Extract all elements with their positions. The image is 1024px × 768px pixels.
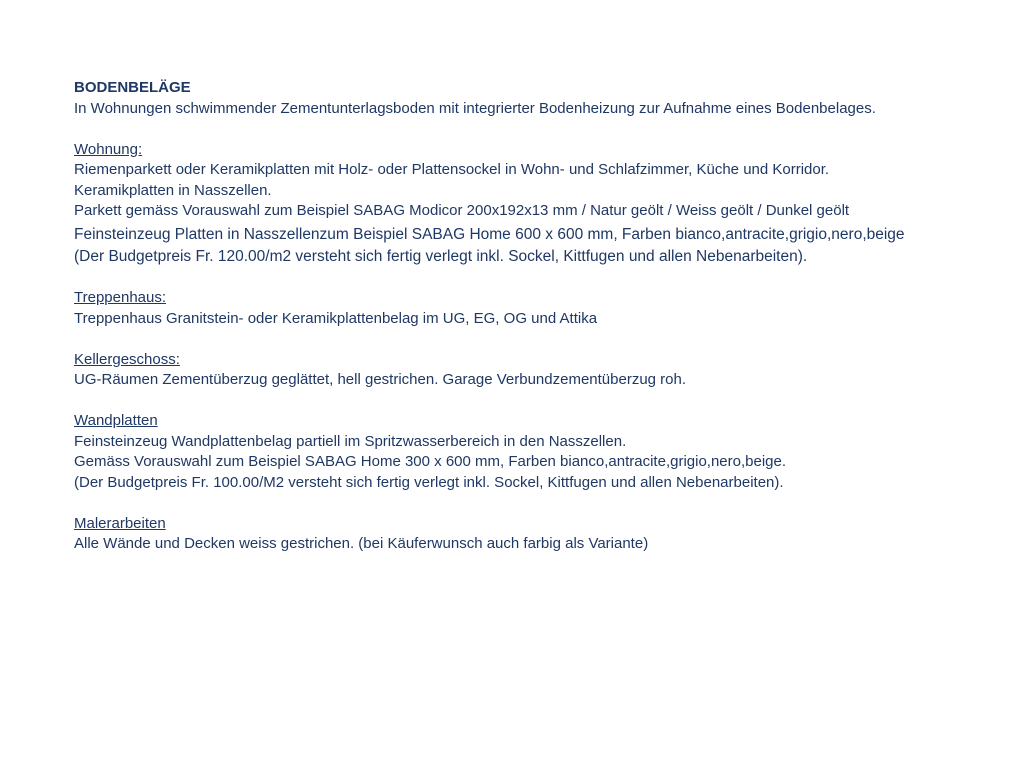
section-heading-kellergeschoss: Kellergeschoss: [74, 350, 180, 368]
wandplatten-line: Gemäss Vorauswahl zum Beispiel SABAG Home 300 x 600 mm, Farben bianco,antracite,grigio,nero,beige. [74, 453, 787, 470]
spacer [74, 268, 994, 289]
kellergeschoss-line: UG-Räumen Zementüberzug geglättet, hell gestrichen. Garage Verbundzementüberzug roh. [74, 371, 687, 388]
document-body [74, 78, 994, 555]
wohnung-line: Feinsteinzeug Platten in Nasszellenzum Beispiel SABAG Home 600 x 600 mm, Farben bianco,antracite,grigio,nero,beige [74, 225, 905, 243]
spacer [74, 119, 994, 140]
section-heading-wohnung: Wohnung: [74, 140, 143, 158]
section-heading-malerarbeiten: Malerarbeiten [74, 514, 166, 532]
spacer [74, 329, 994, 350]
wohnung-line: Keramikplatten in Nasszellen. [74, 181, 272, 199]
wohnung-line: Riemenparkett oder Keramikplatten mit Holz- oder Plattensockel in Wohn- und Schlafzimmer, Küche und Korridor. [74, 161, 830, 178]
wandplatten-line: (Der Budgetpreis Fr. 100.00/M2 versteht sich fertig verlegt inkl. Sockel, Kittfugen und allen Nebenarbeiten). [74, 473, 784, 491]
section-heading-treppenhaus: Treppenhaus: [74, 289, 167, 306]
section-heading-wandplatten: Wandplatten [74, 412, 158, 429]
malerarbeiten-line: Alle Wände und Decken weiss gestrichen. (bei Käuferwunsch auch farbig als Variante) [74, 535, 649, 552]
wohnung-line: Parkett gemäss Vorauswahl zum Beispiel SABAG Modicor 200x192x13 mm / Natur geölt / Weiss geölt / Dunkel geölt [74, 202, 850, 219]
wohnung-line: (Der Budgetpreis Fr. 120.00/m2 versteht sich fertig verlegt inkl. Sockel, Kittfugen und allen Nebenarbeiten). [74, 247, 808, 265]
spacer [74, 391, 994, 412]
treppenhaus-line: Treppenhaus Granitstein- oder Keramikplattenbelag im UG, EG, OG und Attika [74, 309, 598, 327]
intro-text: In Wohnungen schwimmender Zementunterlagsboden mit integrierter Bodenheizung zur Aufnahme eines Bodenbelages. [74, 99, 876, 117]
wandplatten-line: Feinsteinzeug Wandplattenbelag partiell im Spritzwasserbereich in den Nasszellen. [74, 432, 627, 450]
spacer [74, 493, 994, 514]
document-title: BODENBELÄGE [74, 79, 191, 96]
